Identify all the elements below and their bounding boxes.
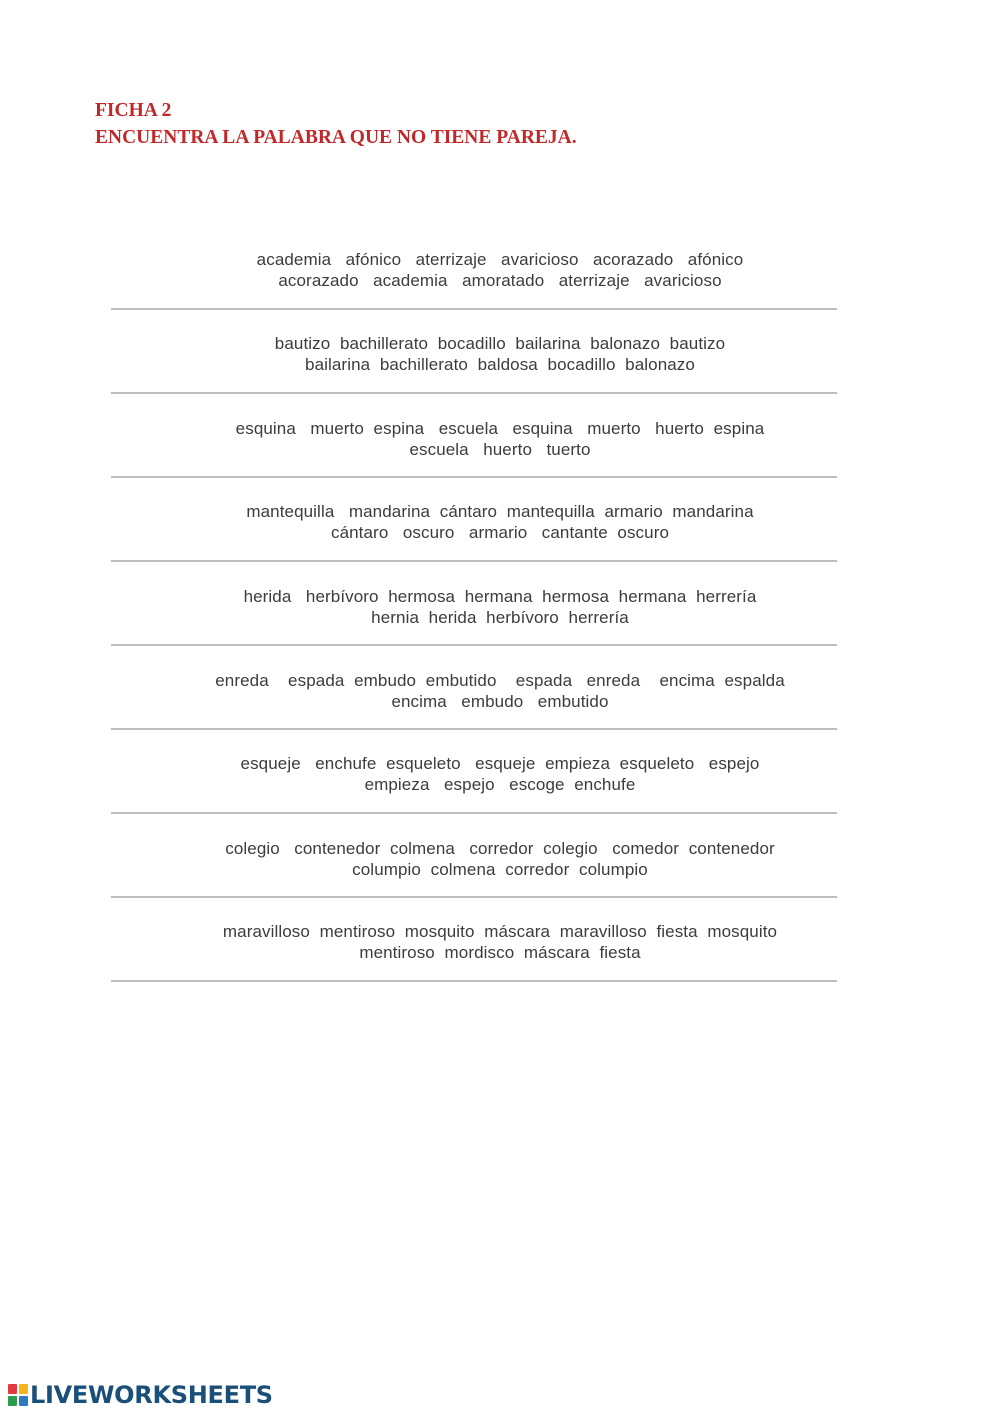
row-divider — [111, 980, 837, 982]
brand-name: LIVEWORKSHEETS — [30, 1381, 273, 1409]
row-7-line-1: esqueje enchufe esqueleto esqueje empieza esqueleto espejo — [240, 754, 760, 773]
worksheet-title: FICHA 2 — [95, 100, 172, 121]
logo-square — [19, 1396, 28, 1406]
row-2-line-1: bautizo bachillerato bocadillo bailarina balonazo bautizo — [274, 334, 726, 353]
row-4-line-2: cántaro oscuro armario cantante oscuro — [330, 523, 670, 542]
worksheet-instruction: ENCUENTRA LA PALABRA QUE NO TIENE PAREJA. — [95, 127, 577, 148]
row-3-line-2: escuela huerto tuerto — [409, 440, 591, 459]
liveworksheets-logo — [8, 1380, 273, 1410]
row-4-line-1: mantequilla mandarina cántaro mantequilla armario mandarina — [246, 502, 754, 521]
row-1-line-1: academia afónico aterrizaje avaricioso acorazado afónico — [256, 250, 744, 269]
row-divider — [111, 644, 837, 646]
row-5-line-2: hernia herida herbívoro herrería — [371, 608, 629, 627]
row-7-line-2: empieza espejo escoge enchufe — [364, 775, 636, 794]
row-2-line-2: bailarina bachillerato baldosa bocadillo balonazo — [305, 355, 695, 374]
row-9-line-1: maravilloso mentiroso mosquito máscara maravilloso fiesta mosquito — [222, 922, 778, 941]
row-8-line-1: colegio contenedor colmena corredor colegio comedor contenedor — [225, 839, 775, 858]
row-1-line-2: acorazado academia amoratado aterrizaje avaricioso — [278, 271, 722, 290]
row-divider — [111, 476, 837, 478]
row-divider — [111, 308, 837, 310]
row-9-line-2: mentiroso mordisco máscara fiesta — [359, 943, 641, 962]
row-6-line-2: encima embudo embutido — [391, 692, 609, 711]
row-divider — [111, 896, 837, 898]
logo-square — [19, 1384, 28, 1394]
logo-square — [8, 1384, 17, 1394]
row-divider — [111, 812, 837, 814]
row-8-line-2: columpio colmena corredor columpio — [352, 860, 648, 879]
row-divider — [111, 728, 837, 730]
row-3-line-1: esquina muerto espina escuela esquina muerto huerto espina — [235, 419, 765, 438]
row-divider — [111, 560, 837, 562]
row-5-line-1: herida herbívoro hermosa hermana hermosa hermana herrería — [243, 587, 757, 606]
logo-square — [8, 1396, 17, 1406]
liveworksheets-logo-icon — [8, 1384, 28, 1406]
row-divider — [111, 392, 837, 394]
row-6-line-1: enreda espada embudo embutido espada enreda encima espalda — [215, 671, 785, 690]
